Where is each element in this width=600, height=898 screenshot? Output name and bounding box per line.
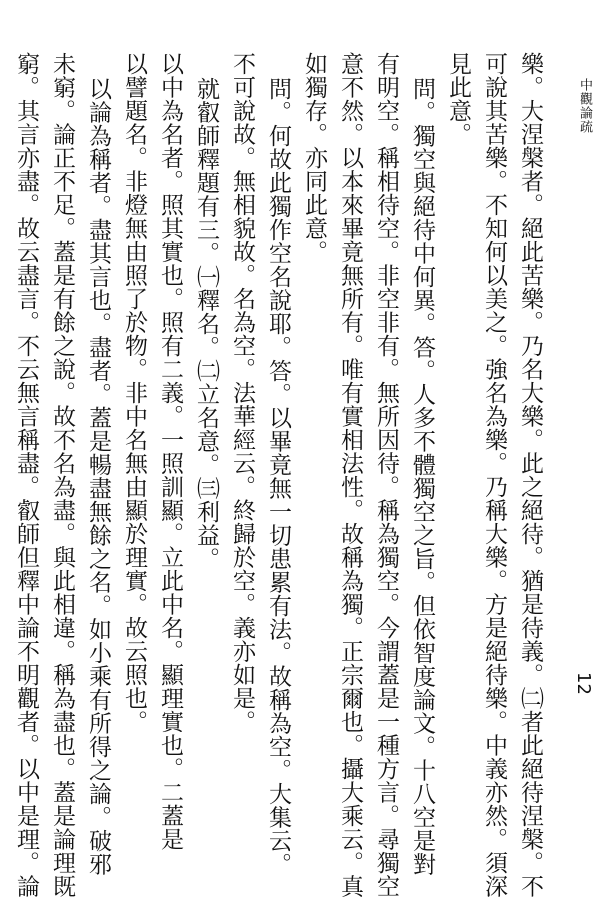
text-column-6: 意不然。以本來畢竟無所有。唯有實相法性。故稱為獨。正宗爾也。攝大乘云。真 [337, 52, 363, 898]
text-column-10: 就叡師釋題有三。㈠釋名。㈡立名意。㈢利益。 [193, 77, 219, 571]
page-number: 12 [573, 672, 594, 695]
text-column-1: 樂。大涅槃者。絕此苦樂。乃名大樂。此之絕待。猶是待義。㈡者此絕待涅槃。不 [517, 52, 543, 898]
text-column-9: 不可說故。無相貌故。名為空。法華經云。終歸於空。義亦如是。 [229, 52, 255, 734]
text-column-13: 以論為稱者。盡其言也。盡者。蓋是暢盡無餘之名。如小乘有所得之論。破邪 [85, 77, 111, 876]
text-column-5: 有明空。稱相待空。非空非有。無所因待。稱為獨空。今謂蓋是一種方言。尋獨空 [373, 52, 399, 898]
text-column-4: 問。獨空與絕待中何異。答。人多不體獨空之旨。但依智度論文。十八空是對 [409, 77, 435, 876]
text-column-8: 問。何故此獨作空名說耶。答。以畢竟無一切患累有法。故稱為空。大集云。 [265, 77, 291, 876]
text-column-12: 以譬題名。非燈無由照了於物。非中名無由顯於理實。故云照也。 [121, 52, 147, 734]
text-column-7: 如獨存。亦同此意。 [301, 52, 327, 264]
running-title: 中觀論疏 [577, 78, 592, 134]
text-column-14: 未窮。論正不足。蓋是有餘之說。故不名為盡。與此相違。稱為盡也。蓋是論理既 [49, 52, 75, 898]
text-column-11: 以中為名者。照其實也。照有二義。一照訓顯。立此中名。顯理實也。二蓋是 [157, 52, 183, 851]
text-column-15: 窮。其言亦盡。故云盡言。不云無言稱盡。叡師但釋中論不明觀者。以中是理。論 [13, 52, 39, 898]
vertical-text-block [13, 52, 544, 898]
text-column-2: 可說其苦樂。不知何以美之。強名為樂。乃稱大樂。方是絕待樂。中義亦然。須深 [481, 52, 507, 898]
text-column-3: 見此意。 [445, 52, 471, 146]
